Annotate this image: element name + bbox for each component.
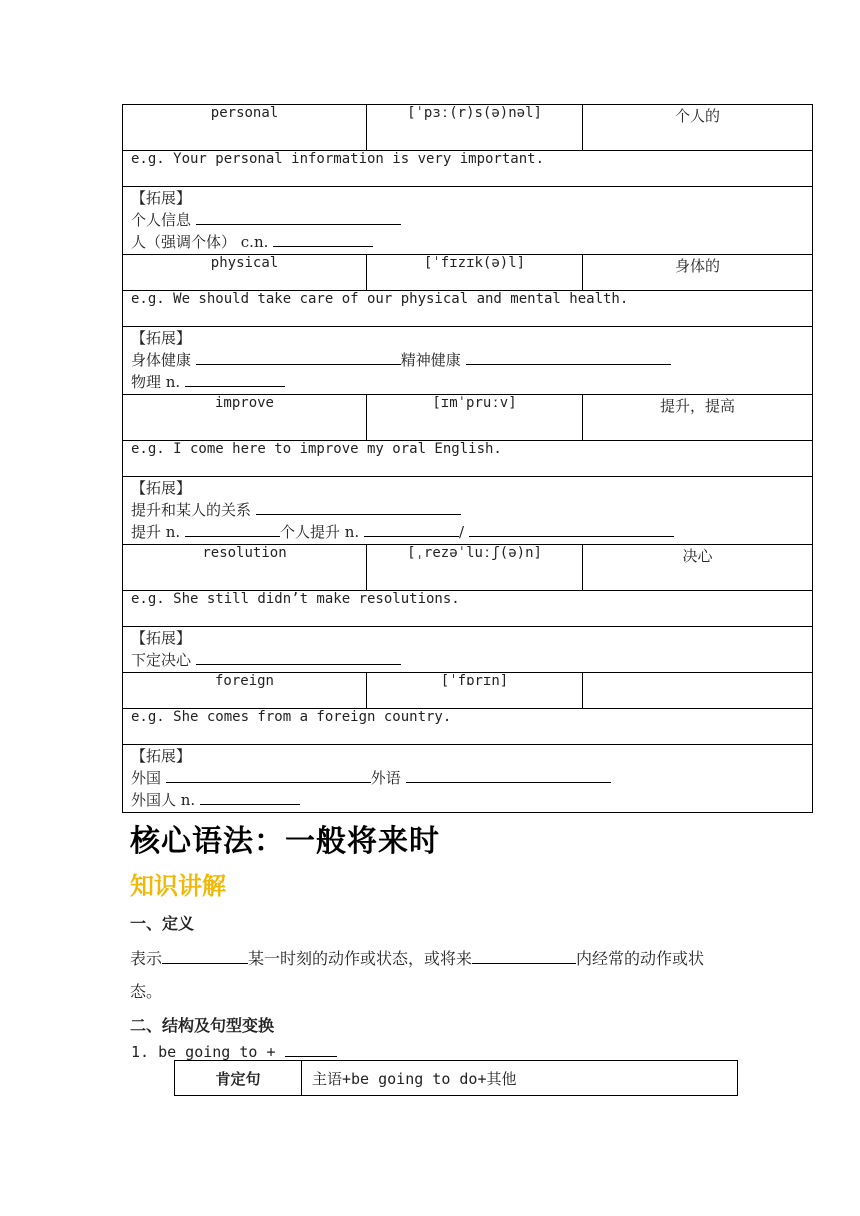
fill-blank[interactable] [185, 522, 280, 537]
vocab-row [123, 395, 813, 441]
extension-line: 下定决心 [131, 649, 804, 671]
fill-blank[interactable] [472, 947, 576, 964]
grammar-subtitle: 知识讲解 [130, 872, 226, 900]
extension-line: 提升和某人的关系 [131, 499, 804, 521]
vocab-extension [123, 627, 813, 673]
vocab-meaning [583, 673, 813, 709]
fill-blank[interactable] [469, 522, 674, 537]
vocab-word: foreign [123, 673, 367, 709]
extension-line: 物理 n. [131, 371, 804, 393]
extension-title: 【拓展】 [131, 329, 192, 347]
vocab-extension [123, 187, 813, 255]
grammar-title: 核心语法：一般将来时 [130, 824, 440, 859]
vocab-meaning: 身体的 [583, 255, 813, 291]
vocab-row [123, 673, 813, 709]
vocab-phonetic: [ˈfɒrɪn] [367, 673, 583, 709]
vocab-extension [123, 327, 813, 395]
section-heading-definition: 一、定义 [130, 914, 195, 933]
extension-line: 身体健康 精神健康 [131, 349, 804, 371]
fill-blank[interactable] [200, 790, 300, 805]
vocab-row [123, 105, 813, 151]
structure-table [174, 1060, 738, 1096]
fill-blank[interactable] [466, 350, 671, 365]
extension-title: 【拓展】 [131, 747, 192, 765]
extension-line: 外国 外语 [131, 767, 804, 789]
section-heading-structure: 二、结构及句型变换 [130, 1016, 275, 1035]
vocab-example: e.g. Your personal information is very important. [123, 151, 813, 187]
vocab-extension [123, 745, 813, 813]
vocab-word: improve [123, 395, 367, 441]
vocab-extension [123, 477, 813, 545]
extension-title: 【拓展】 [131, 189, 192, 207]
vocab-example: e.g. I come here to improve my oral English. [123, 441, 813, 477]
fill-blank[interactable] [406, 768, 611, 783]
structure-row [175, 1061, 738, 1096]
extension-line: 个人信息 [131, 209, 804, 231]
fill-blank[interactable] [273, 232, 373, 247]
vocab-example: e.g. We should take care of our physical and mental health. [123, 291, 813, 327]
fill-blank[interactable] [185, 372, 285, 387]
fill-blank[interactable] [196, 650, 401, 665]
vocab-phonetic: [ˈpɜː(r)s(ə)nəl] [367, 105, 583, 151]
vocab-example: e.g. She comes from a foreign country. [123, 709, 813, 745]
extension-title: 【拓展】 [131, 479, 192, 497]
structure-item: 1. be going to + [131, 1042, 337, 1061]
fill-blank[interactable] [256, 500, 461, 515]
vocab-row [123, 255, 813, 291]
fill-blank[interactable] [196, 210, 401, 225]
vocab-meaning: 提升，提高 [583, 395, 813, 441]
structure-value: 主语+be going to do+其他 [302, 1061, 738, 1096]
vocab-phonetic: [ɪmˈpruːv] [367, 395, 583, 441]
vocab-word: physical [123, 255, 367, 291]
structure-label: 肯定句 [175, 1061, 302, 1096]
fill-blank[interactable] [196, 350, 401, 365]
extension-line: 人（强调个体） c.n. [131, 231, 804, 253]
fill-blank[interactable] [166, 768, 371, 783]
vocab-meaning: 个人的 [583, 105, 813, 151]
vocab-phonetic: [ˌrezəˈluːʃ(ə)n] [367, 545, 583, 591]
fill-blank[interactable] [364, 522, 459, 537]
vocab-word: resolution [123, 545, 367, 591]
vocab-example: e.g. She still didn’t make resolutions. [123, 591, 813, 627]
vocab-meaning: 决心 [583, 545, 813, 591]
fill-blank[interactable] [162, 947, 248, 964]
definition-paragraph: 表示 某一时刻的动作或状态，或将来 内经常的动作或状 态。 [130, 949, 705, 1001]
vocab-table [122, 104, 813, 813]
vocab-row [123, 545, 813, 591]
extension-line: 外国人 n. [131, 789, 804, 811]
fill-blank[interactable] [285, 1042, 337, 1057]
vocab-word: personal [123, 105, 367, 151]
extension-line: 提升 n. 个人提升 n. / [131, 521, 804, 543]
extension-title: 【拓展】 [131, 629, 192, 647]
vocab-phonetic: [ˈfɪzɪk(ə)l] [367, 255, 583, 291]
